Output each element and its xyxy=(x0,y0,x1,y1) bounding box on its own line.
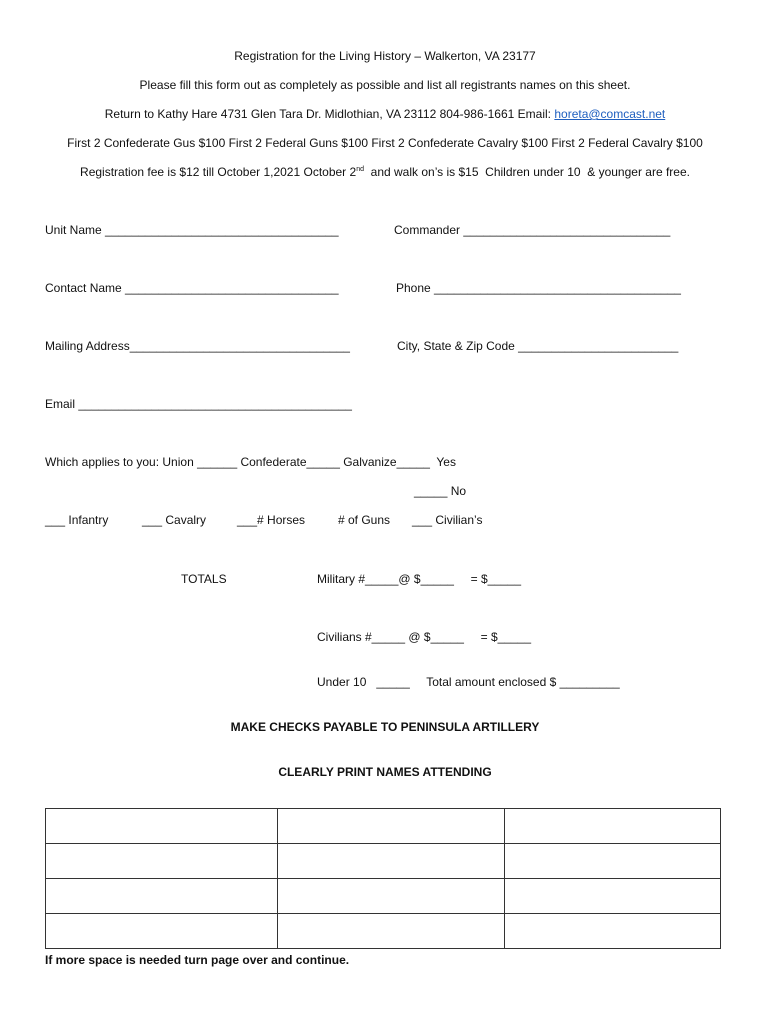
city-state-zip-field[interactable]: City, State & Zip Code ________________________ xyxy=(397,339,679,353)
name-cell[interactable] xyxy=(278,879,505,914)
name-cell[interactable] xyxy=(46,879,278,914)
unit-name-field[interactable]: Unit Name ___________________________________ xyxy=(45,223,339,237)
attendee-names-table xyxy=(45,808,721,949)
horses-field[interactable]: ___# Horses xyxy=(237,513,306,527)
table-row xyxy=(46,914,721,949)
name-cell[interactable] xyxy=(46,809,278,844)
instruction-text: Please fill this form out as completely as possible and list all registrants names on this sheet. xyxy=(139,78,631,92)
fee-text-2: and walk on’s is $15 Children under 10 & younger are free. xyxy=(363,165,690,179)
registration-fee xyxy=(0,165,770,179)
first-two-pricing: First 2 Confederate Gus $100 First 2 Federal Guns $100 First 2 Confederate Cavalry $100 First 2 Federal Cavalry $100 xyxy=(67,136,703,150)
name-cell[interactable] xyxy=(505,844,721,879)
civilians-total[interactable]: Civilians #_____ @ $_____ = $_____ xyxy=(317,630,532,644)
phone-field[interactable]: Phone _____________________________________ xyxy=(396,281,681,295)
under10-total[interactable]: Under 10 _____ Total amount enclosed $ _________ xyxy=(317,675,620,689)
infantry-field[interactable]: ___ Infantry xyxy=(45,513,109,527)
form-title: Registration for the Living History – Walkerton, VA 23177 xyxy=(234,49,536,63)
checks-payable-note: MAKE CHECKS PAYABLE TO PENINSULA ARTILLERY xyxy=(230,720,540,734)
name-cell[interactable] xyxy=(46,914,278,949)
contact-email-link[interactable]: horeta@comcast.net xyxy=(554,107,666,121)
name-cell[interactable] xyxy=(505,809,721,844)
email-field[interactable]: Email _________________________________________ xyxy=(45,397,352,411)
fee-superscript: nd xyxy=(356,166,364,173)
table-row xyxy=(46,879,721,914)
guns-field[interactable]: # of Guns xyxy=(338,513,391,527)
civilians-field[interactable]: ___ Civilian’s xyxy=(412,513,483,527)
more-space-note: If more space is needed turn page over and continue. xyxy=(45,953,350,967)
table-row xyxy=(46,809,721,844)
name-cell[interactable] xyxy=(278,844,505,879)
name-cell[interactable] xyxy=(505,879,721,914)
cavalry-field[interactable]: ___ Cavalry xyxy=(142,513,207,527)
print-names-heading: CLEARLY PRINT NAMES ATTENDING xyxy=(278,765,492,779)
mailing-address-field[interactable]: Mailing Address_________________________________ xyxy=(45,339,350,353)
return-address-text: Return to Kathy Hare 4731 Glen Tara Dr. Midlothian, VA 23112 804-986-1661 Email: xyxy=(104,107,555,121)
return-address xyxy=(0,107,770,121)
name-cell[interactable] xyxy=(505,914,721,949)
totals-label: TOTALS xyxy=(181,572,227,586)
name-cell[interactable] xyxy=(278,809,505,844)
contact-name-field[interactable]: Contact Name ________________________________ xyxy=(45,281,339,295)
commander-field[interactable]: Commander _______________________________ xyxy=(394,223,671,237)
military-total[interactable]: Military #_____@ $_____ = $_____ xyxy=(317,572,521,586)
name-cell[interactable] xyxy=(46,844,278,879)
table-row xyxy=(46,844,721,879)
affiliation-question[interactable]: Which applies to you: Union ______ Confederate_____ Galvanize_____ Yes xyxy=(45,455,456,469)
affiliation-no[interactable]: _____ No xyxy=(414,484,467,498)
fee-text-1: Registration fee is $12 till October 1,2021 October 2 xyxy=(80,165,357,179)
name-cell[interactable] xyxy=(278,914,505,949)
